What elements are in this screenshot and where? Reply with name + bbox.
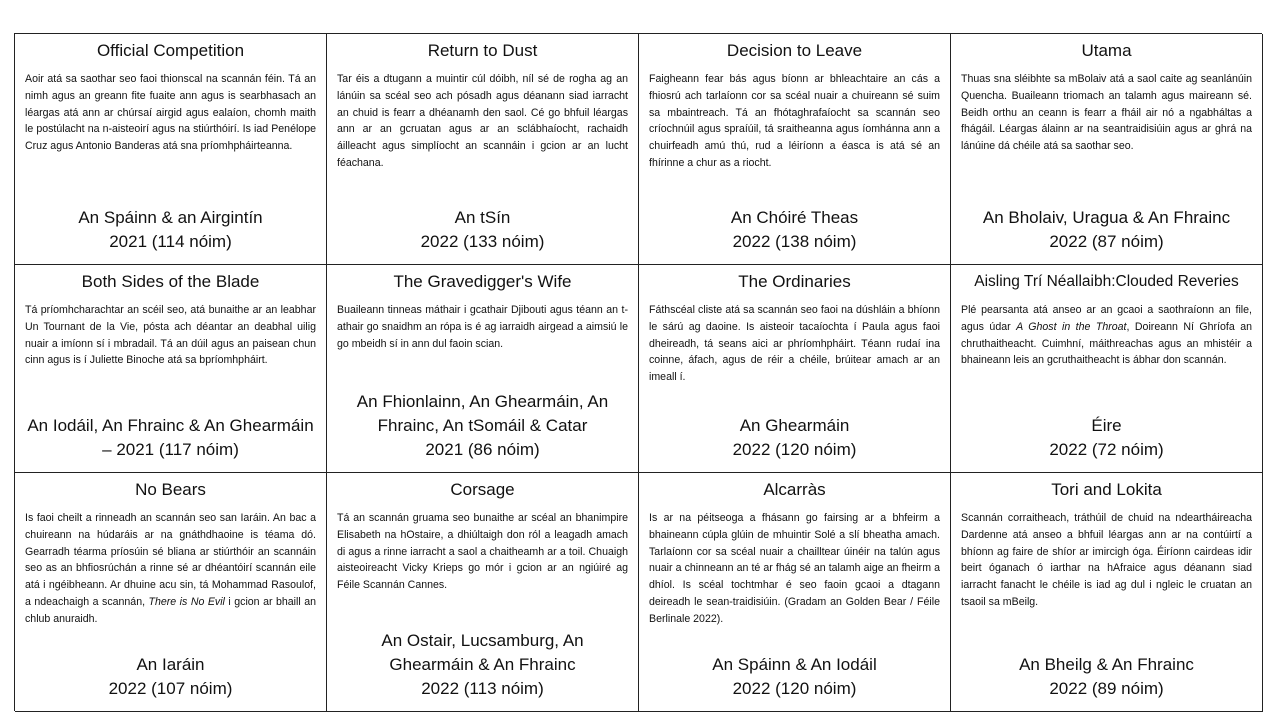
film-country: An Fhionlainn, An Ghearmáin, An Fhrainc, An tSomáil & Catar [356, 392, 609, 435]
film-description: Tá an scannán gruama seo bunaithe ar scéal an bhanimpire Elisabeth na hOstaire, a dhiúltaigh don ról a leagadh amach di agus a rinne iarracht a saol a chaitheamh ar a toil. Chuaigh aisteoireacht Vicky Krieps go mór i gcion ar an ngiúiré ag Féile Scannán Cannes. [337, 512, 628, 592]
film-title: Aisling Trí Néallaibh:Clouded Reveries [974, 273, 1239, 290]
film-card [951, 34, 1263, 265]
film-description: Buaileann tinneas máthair i gcathair Djibouti agus téann an t-athair go snaidhm an rópa is é ag iarraidh airgead a aimsiú le go mbeidh sí in ann dul faoin scian. [337, 304, 628, 350]
book-title: A Ghost in the Throat [1016, 320, 1127, 333]
film-card [639, 473, 951, 712]
film-title: Corsage [450, 480, 515, 499]
film-year: 2022 (87 nóim) [1049, 232, 1164, 251]
film-country: An Bholaiv, Uragua & An Fhrainc [982, 208, 1231, 227]
film-country: An Spáinn & An Iodáil [712, 655, 877, 674]
film-description: Scannán corraitheach, tráthúil de chuid na ndeartháireacha Dardenne atá anseo a bhfuil léargas ann ar na contúirtí a bhíonn ag faire de shíor ar imircigh óga. Éiríonn cairdeas idir beirt óganach ó iarthar na hAfraice agus déanann siad iarracht fanacht le chéile is iad ag dul i ngleic le cruatan an tsaoil sa mBeilg. [961, 512, 1252, 608]
film-description: Is ar na péitseoga a fhásann go fairsing ar a bhfeirm a bhaineann cúpla glúin de mhuintir Solé a slí bheatha amach. Tarlaíonn cor sa scéal nuair a chailltear úinéir na talún agus nuair a chinneann an té ar fhág sé an talamh aige an fheirm a dhíol. Is scéal tochtmhar é seo faoin gcaoi a dtagann deireadh le sean-traidisiúin. (Gradam an Golden Bear / Féile Berlinale 2022). [649, 512, 940, 625]
film-card [327, 34, 639, 265]
film-title: The Gravedigger's Wife [393, 272, 572, 291]
film-year: 2022 (133 nóim) [420, 232, 545, 251]
film-title: Utama [1081, 41, 1132, 60]
film-card [15, 34, 327, 265]
film-schedule-table [14, 33, 1262, 711]
film-country: An Chóiré Theas [730, 208, 859, 227]
film-description: Is faoi cheilt a rinneadh an scannán seo san Iaráin. An bac a chuireann na húdaráis ar na gnáthdhaoine is téama dó. Gearradh téarma príosúin sé bliana ar stiúrthóir an scannáin seo as an bhfiosrúchán a rinne sé ar dhéantóirí scannán eile atá i ngéibheann. Ar dhuine acu sin, tá Mohammad Rasoulof, a ndeachaigh a scannán, There is No Evil i gcion ar bhaill an chlub anuraidh. [25, 512, 316, 625]
film-year: 2022 (107 nóim) [108, 679, 233, 698]
film-year: 2021 (114 nóim) [109, 232, 232, 251]
film-country: An Ghearmáin [739, 416, 850, 435]
film-card [639, 34, 951, 265]
film-card [639, 265, 951, 473]
film-year: 2022 (113 nóim) [421, 679, 544, 698]
film-card [15, 265, 327, 473]
film-country: An Iodáil, An Fhrainc & An Ghearmáin – 2021 (117 nóim) [27, 416, 314, 459]
film-title: Alcarràs [763, 480, 826, 499]
film-reference: There is No Evil [148, 595, 225, 608]
film-country: An tSín [454, 208, 511, 227]
film-card [951, 265, 1263, 473]
film-title: Tori and Lokita [1051, 480, 1162, 499]
film-country: An Iaráin [136, 655, 205, 674]
film-card [327, 265, 639, 473]
film-year: 2022 (89 nóim) [1049, 679, 1164, 698]
film-card [15, 473, 327, 712]
film-title: Official Competition [96, 41, 245, 60]
film-description: Tar éis a dtugann a muintir cúl dóibh, níl sé de rogha ag an lánúin sa scéal seo ach pósadh agus déanann siad iarracht an chuid is fearr a dhéanamh den saol. Cé go bhfuil léargas ann ar an gcruatan agus ar an sclábhaíocht, rachaidh áilleacht agus simplíocht an scannáin i gcion ar an lucht féachana. [337, 73, 628, 169]
film-title: Return to Dust [427, 41, 538, 60]
film-country: Éire [1091, 416, 1122, 435]
film-country: An Bheilg & An Fhrainc [1019, 655, 1194, 674]
film-year: 2021 (86 nóim) [425, 440, 540, 459]
film-card [951, 473, 1263, 712]
film-year: 2022 (120 nóim) [732, 440, 857, 459]
film-title: The Ordinaries [738, 272, 851, 291]
film-title: No Bears [135, 480, 206, 499]
film-description: Aoir atá sa saothar seo faoi thionscal na scannán féin. Tá an nimh agus an greann fite fuaite ann agus is searbhasach an léargas atá ann ar chúrsaí airgid agus ealaíon, chomh maith le postúlacht na n-aisteoirí agus na stiúrthóirí. Is iad Penélope Cruz agus Antonio Banderas atá sna príomhpháirteanna. [25, 73, 316, 153]
film-country: An Ostair, Lucsamburg, An Ghearmáin & An Fhrainc [381, 631, 584, 674]
film-title: Both Sides of the Blade [81, 272, 260, 291]
film-country: An Spáinn & an Airgintín [78, 208, 263, 227]
film-description: Fáthscéal cliste atá sa scannán seo faoi na dúshláin a bhíonn le sárú ag daoine. Is aisteoir tacaíochta í Paula agus faoi dheireadh, tá seans aici ar phríomhpháirt. Téann rudaí ina coinne, áfach, agus de réir a chéile, brúitear amach ar an imeall í. [649, 304, 940, 384]
film-description: Plé pearsanta atá anseo ar an gcaoi a saothraíonn an file, agus údar A Ghost in the Throat, Doireann Ní Ghríofa an chruthaitheacht. Cuimhní, máithreachas agus an mhistéir a bhaineann leis an gcruthaitheacht is ábhar don scannán. [961, 304, 1252, 367]
film-card [327, 473, 639, 712]
film-description: Tá príomhcharachtar an scéil seo, atá bunaithe ar an leabhar Un Tournant de la Vie, pósta ach déantar an deabhal uilig nuair a imíonn sí i mbradail. Tá an dúil agus an paisean chun cinn agus is í Juliette Binoche atá sa bpríomhpháirt. [25, 304, 316, 367]
film-description: Faigheann fear bás agus bíonn ar bhleachtaire an cás a fhiosrú ach tarlaíonn cor sa scéal nuair a chuireann sé suim sa mbaintreach. Tá an fhótaghrafaíocht sa scannán seo críochnúil agus spraíúil, tá sraitheanna agus íomhánna ann a chuirfeadh amú thú, rud a léiríonn a éasca is atá sé an fhírinne a chur as a riocht. [649, 73, 940, 169]
film-year: 2022 (72 nóim) [1049, 440, 1164, 459]
film-year: 2022 (120 nóim) [732, 679, 857, 698]
film-title: Decision to Leave [726, 41, 863, 60]
film-description: Thuas sna sléibhte sa mBolaiv atá a saol caite ag seanlánúin Quencha. Buaileann triomach an talamh agus maireann sé. Beidh orthu an ceann is fearr a fháil air nó a ngabháltas a fhágáil. Léargas álainn ar na seantraidisiúin agus ar ghrá na lánúine dá chéile atá sa saothar seo. [961, 73, 1252, 153]
film-year: 2022 (138 nóim) [732, 232, 857, 251]
